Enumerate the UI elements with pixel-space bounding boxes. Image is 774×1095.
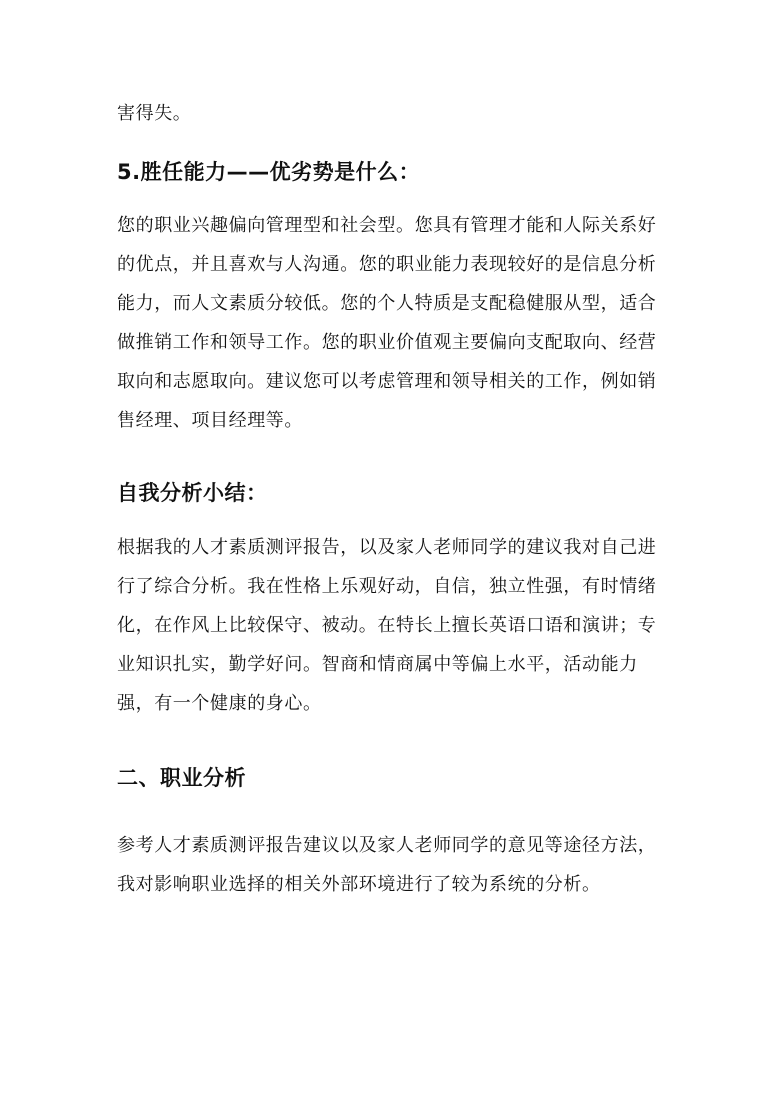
section-2-heading: 二、职业分析: [117, 766, 246, 790]
section-2-body: 参考人才素质测评报告建议以及家人老师同学的意见等途径方法，我对影响职业选择的相关外部环境进行了较为系统的分析。: [117, 835, 657, 895]
summary-body: 根据我的人才素质测评报告，以及家人老师同学的建议我对自己进行了综合分析。我在性格上乐观好动，自信，独立性强，有时情绪化，在作风上比较保守、被动。在特长上擅长英语口语和演讲；专业知识扎实，勤学好问。智商和情商属中等偏上水平，活动能力强，有一个健康的身心。: [117, 537, 657, 714]
section-5-body: 您的职业兴趣偏向管理型和社会型。您具有管理才能和人际关系好的优点，并且喜欢与人沟通。您的职业能力表现较好的是信息分析能力，而人文素质分较低。您的个人特质是支配稳健服从型，适合做推销工作和领导工作。您的职业价值观主要偏向支配取向、经营取向和志愿取向。建议您可以考虑管理和领导相关的工作，例如销售经理、项目经理等。: [117, 215, 657, 431]
summary-heading: 自我分析小结：: [117, 481, 268, 505]
continuation-text: 害得失。: [117, 103, 192, 124]
section-5-heading: 5.胜任能力——优劣势是什么：: [117, 160, 421, 184]
